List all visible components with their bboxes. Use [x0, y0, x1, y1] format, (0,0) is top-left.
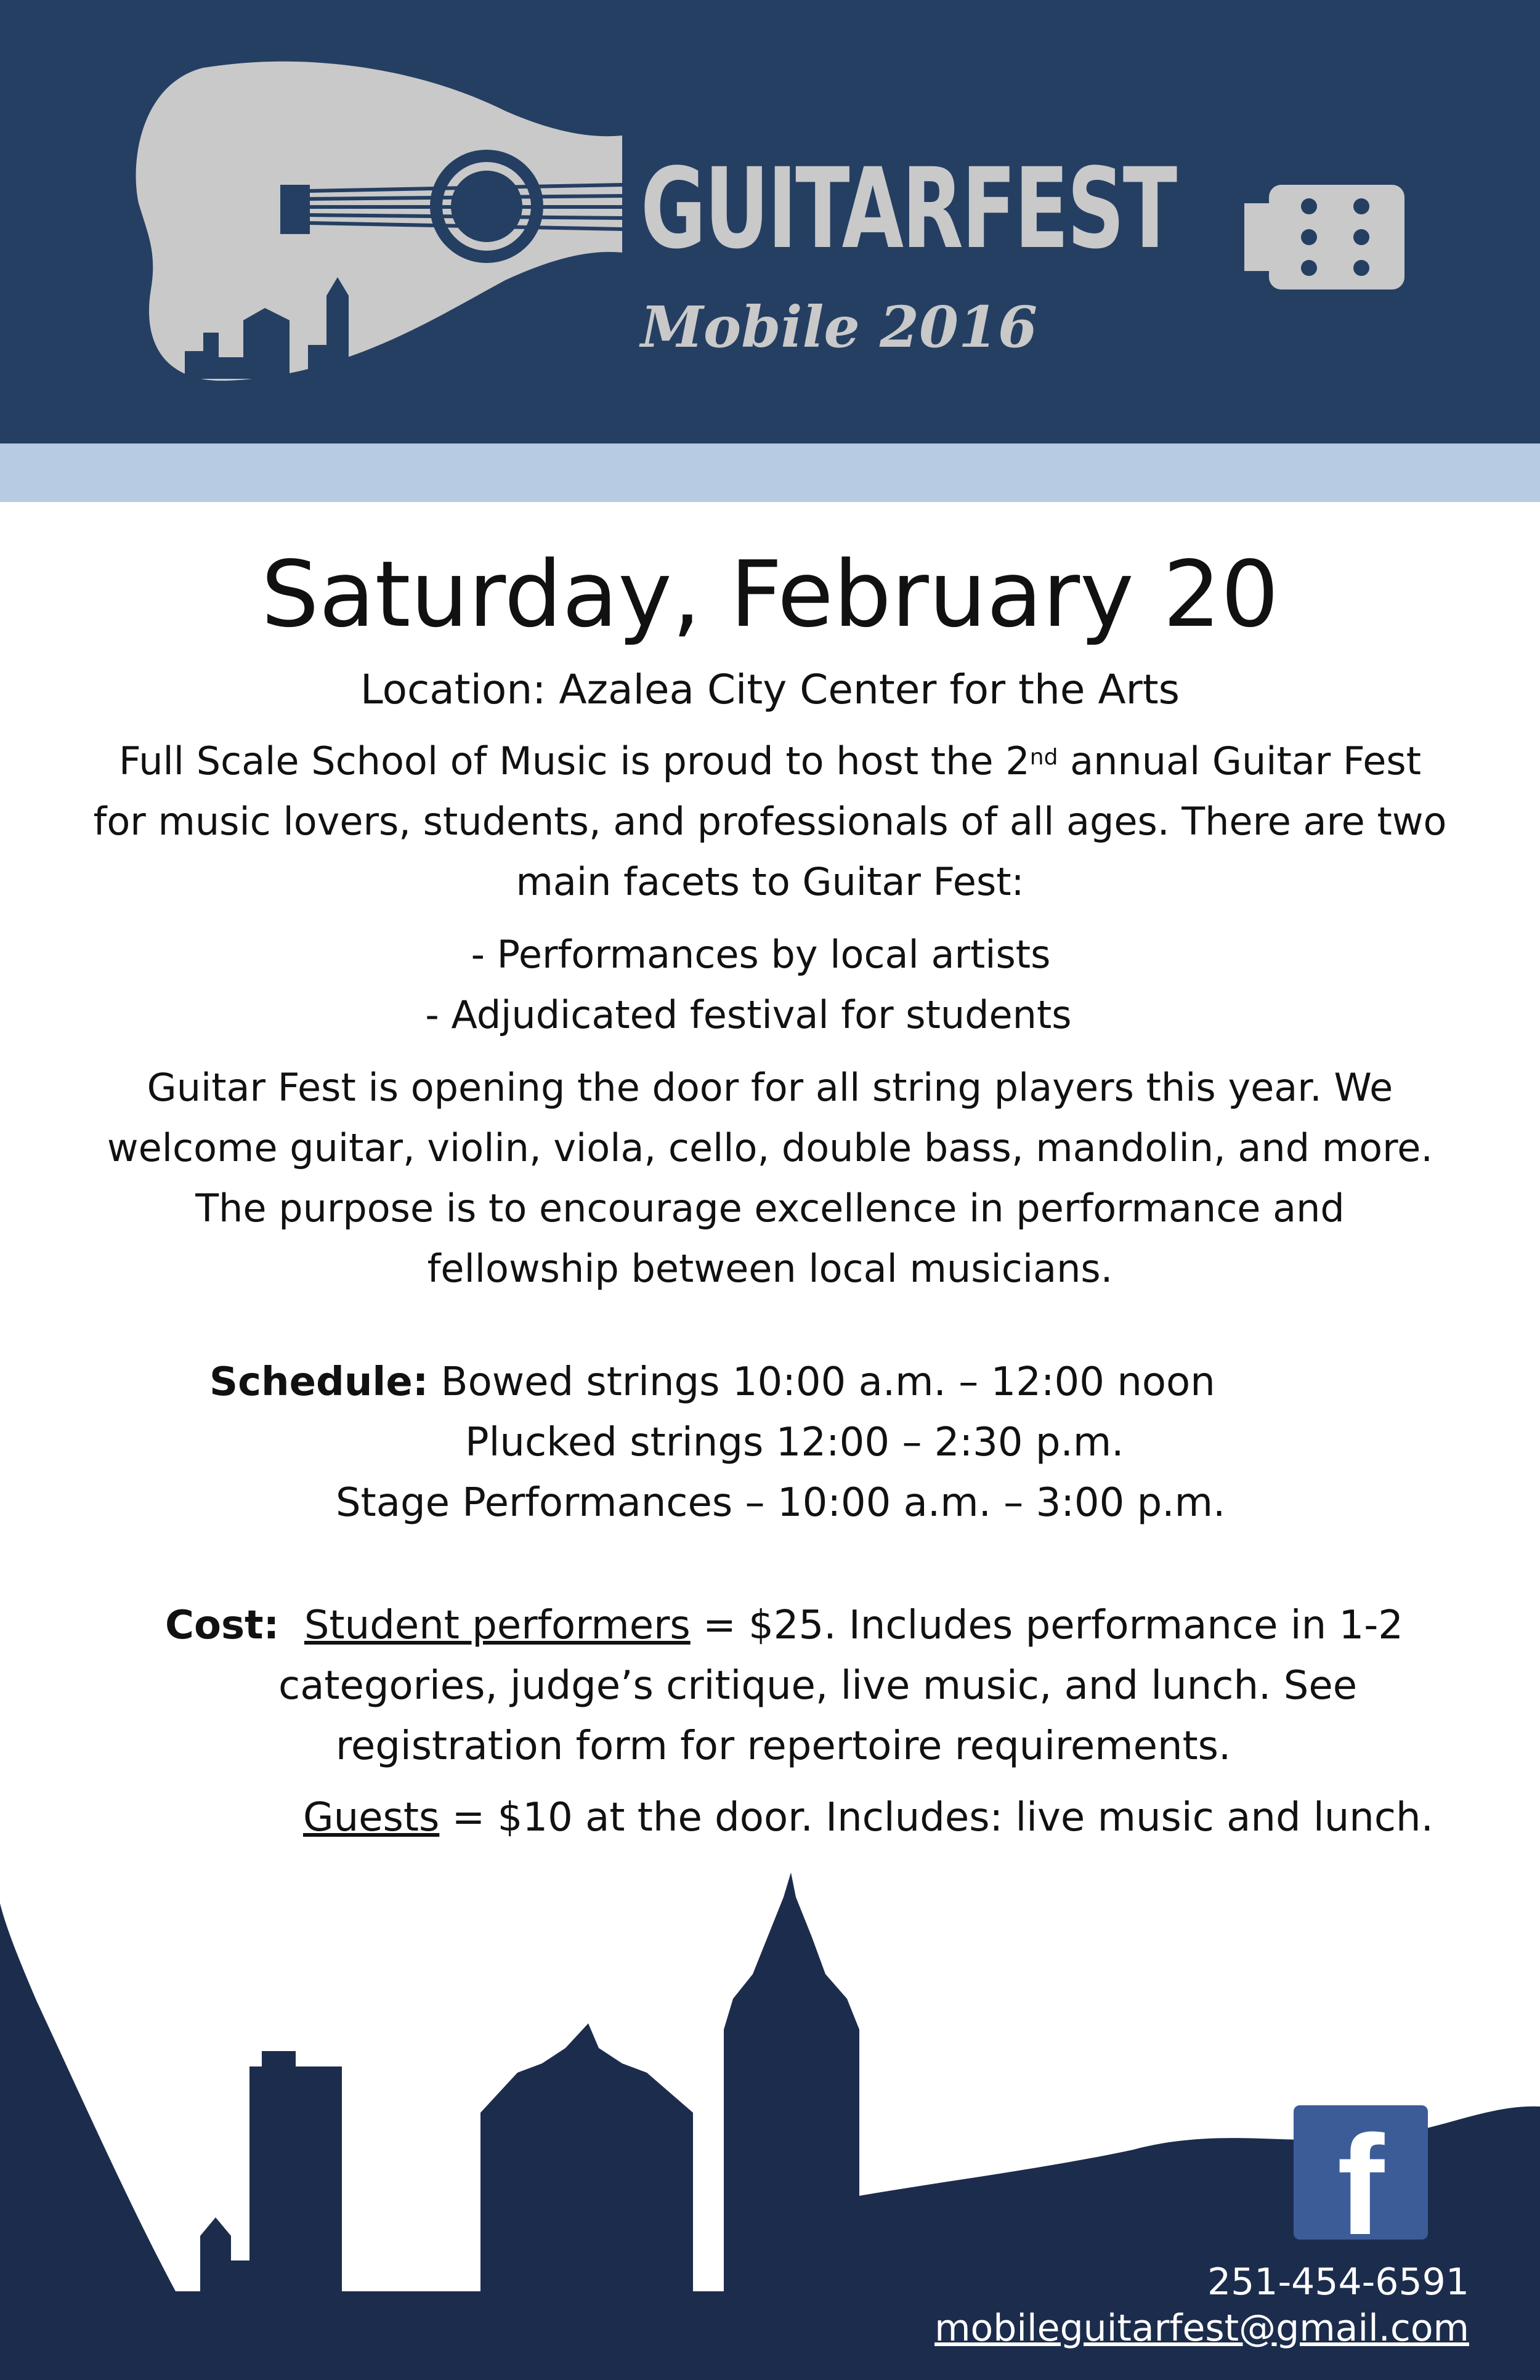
guest-line [0, 1787, 1540, 1848]
contact-phone: 251-454-6591 [1207, 2261, 1469, 2304]
cost-line [0, 1595, 1540, 1656]
logo-wordmark: GUITARFEST [641, 145, 1176, 273]
header-stripe [0, 443, 1540, 502]
description-line: welcome guitar, violin, viola, cello, double bass, mandolin, and more. [107, 1125, 1433, 1171]
intro-text-4: main facets to Guitar Fest: [516, 859, 1024, 905]
student-cost-line-2: categories, judge’s critique, live music, and lunch. See [278, 1663, 1358, 1709]
event-location: Location: Azalea City Center for the Arts [360, 666, 1180, 714]
schedule-plucked: Plucked strings 12:00 – 2:30 p.m. [465, 1420, 1124, 1465]
intro-ordinal: nd [1029, 745, 1058, 771]
student-cost-line-3: registration form for repertoire requirements. [336, 1723, 1231, 1769]
list-item: - Performances by local artists [471, 932, 1051, 977]
description-line: fellowship between local musicians. [427, 1246, 1113, 1292]
student-cost: = $25. Includes performance in 1-2 [690, 1603, 1403, 1648]
intro-text-1: Full Scale School of Music is proud to host the 2 [118, 739, 1030, 784]
cost-label: Cost: [165, 1603, 280, 1648]
description-line: Guitar Fest is opening the door for all string players this year. We [147, 1065, 1393, 1111]
main-content [0, 542, 1540, 1299]
schedule-stage: Stage Performances – 10:00 a.m. – 3:00 p.m. [336, 1480, 1226, 1526]
facets-list [0, 925, 1540, 1045]
intro-text-3: for music lovers, students, and professionals of all ages. There are two [93, 799, 1447, 844]
schedule-line [0, 1352, 1540, 1412]
student-performers-label: Student performers [304, 1603, 691, 1648]
list-item: - Adjudicated festival for students [425, 992, 1072, 1038]
schedule-label: Schedule: [209, 1359, 429, 1405]
guests-label: Guests [303, 1795, 440, 1840]
guest-cost: = $10 at the door. Includes: live music and lunch. [439, 1795, 1433, 1840]
description-line: The purpose is to encourage excellence in performance and [195, 1186, 1345, 1231]
logo-subtitle: Mobile 2016 [641, 294, 1038, 360]
description-paragraph [62, 1058, 1478, 1299]
intro-text-2: annual Guitar Fest [1058, 739, 1422, 784]
intro-paragraph [62, 731, 1478, 912]
facebook-glyph: f [1337, 2106, 1385, 2264]
cost-section [0, 1595, 1540, 1848]
schedule-section [0, 1352, 1540, 1533]
schedule-bowed: Bowed strings 10:00 a.m. – 12:00 noon [428, 1359, 1215, 1405]
event-date: Saturday, February 20 [261, 541, 1279, 647]
contact-email[interactable]: mobileguitarfest@gmail.com [934, 2307, 1469, 2350]
